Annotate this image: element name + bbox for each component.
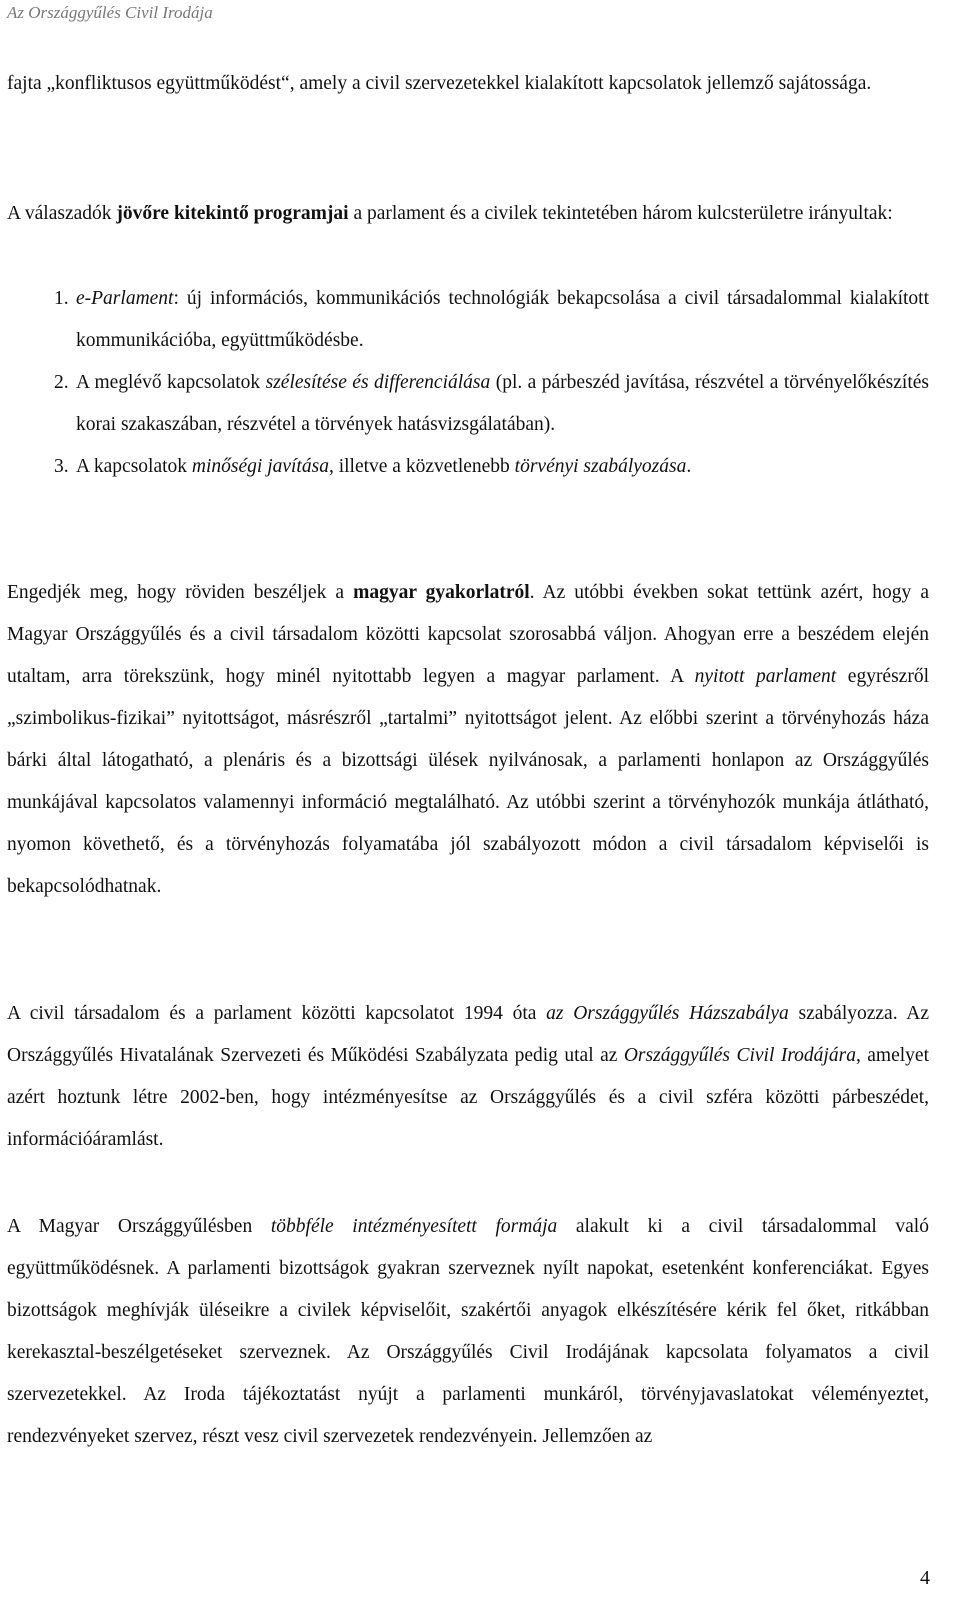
list-number: 3.	[54, 456, 69, 477]
text-span: . Az utóbbi években sokat tettünk azért, hogy a Magyar Országgyűlés és a civil társadalom közötti kapcsolat szorosabbá váljon. Ahogyan erre a beszédem elején utaltam, arra törekszünk, hogy minél nyitottabb legyen a magyar parlament. A	[7, 582, 930, 687]
text-span: Engedjék meg, hogy röviden beszéljek a	[7, 582, 354, 603]
text-span: A meglévő kapcsolatok	[76, 372, 266, 393]
text-span: .	[686, 456, 692, 477]
text-span: alakult ki a civil társadalommal való együttműködésnek. A parlamenti bizottságok gyakran szerveznek nyílt napokat, esetenként konferenciákat. Egyes bizottságok meghívják üléseikre a civilek képviselőit, szakértői anyagok elkészítésére kérik fel őket, ritkábban kerekasztal-beszélgetéseket szerveznek. Az Országgyűlés Civil Irodájának kapcsolata folyamatos a civil szervezetekkel. Az Iroda tájékoztatást nyújt a parlamenti munkáról, törvényjavaslatokat véleményeztet, rendezvényeket szervez, részt vesz civil szervezetek rendezvényein. Jellemzően az	[7, 1216, 929, 1447]
list-item	[7, 278, 929, 362]
list-item	[7, 446, 929, 488]
running-header: Az Országgyűlés Civil Irodája	[7, 3, 213, 22]
italic-phrase: Országgyűlés Civil Irodájára	[623, 1045, 856, 1066]
text-span: A Magyar Országgyűlésben	[7, 1216, 271, 1237]
list-number: 2.	[54, 372, 69, 393]
text-span: egyrészről „szimbolikus-fizikai” nyitottságot, másrészről „tartalmi” nyitottságot jelent. Az előbbi szerint a törvényhozás háza bárki által látogatható, a plenáris és a bizottsági ülések nyilvánosak, a parlamenti honlapon az Országgyűlés munkájával kapcsolatos valamennyi információ megtalálható. Az utóbbi szerint a törvényhozók munkája átlátható, nyomon követhető, és a törvényhozás folyamatába jól szabályozott módon a civil társadalom képviselői is bekapcsolódhatnak.	[7, 666, 929, 897]
italic-phrase: az Országgyűlés Házszabálya	[546, 1003, 789, 1024]
italic-phrase: törvényi szabályozása	[514, 456, 687, 477]
italic-phrase: szélesítése és differenciálása	[265, 372, 491, 393]
text-span: (pl. a párbeszéd javítása, részvétel a törvényelőkészítés korai szakaszában, részvétel a törvények hatásvizsgálatában).	[76, 372, 929, 435]
paragraph-future-programs	[7, 193, 929, 235]
paragraph-regulation	[7, 993, 929, 1161]
paragraph-continuation: fajta „konfliktusos együttműködést“, amely a civil szervezetekkel kialakított kapcsolatok jellemző sajátossága.	[7, 73, 872, 94]
text-span: szabályozza. Az Országgyűlés Hivatalának Szervezeti és Működési Szabályzata pedig utal az	[7, 1003, 929, 1066]
text-span: A kapcsolatok	[76, 456, 192, 477]
page-number: 4	[920, 1567, 930, 1589]
text-span: A válaszadók	[7, 203, 117, 224]
paragraph-hungarian-practice	[7, 572, 929, 908]
list-item	[7, 362, 929, 446]
bold-phrase: jövőre kitekintő programjai	[116, 203, 349, 224]
italic-phrase: minőségi javítása	[191, 456, 329, 477]
text-span: : új információs, kommunikációs technológiák bekapcsolása a civil társadalommal kialakított kommunikációba, együttműködésbe.	[76, 288, 929, 351]
italic-phrase: e-Parlament	[76, 288, 174, 309]
italic-phrase: nyitott parlament	[694, 666, 837, 687]
paragraph-institutional-forms	[7, 1206, 929, 1458]
italic-phrase: többféle intézményesített formája	[270, 1216, 558, 1237]
key-areas-list	[7, 278, 929, 488]
text-span: a parlament és a civilek tekintetében három kulcsterületre irányultak:	[348, 203, 893, 224]
text-span: , illetve a közvetlenebb	[328, 456, 515, 477]
text-span: , amelyet azért hoztunk létre 2002-ben, hogy intézményesítse az Országgyűlés és a civil szféra közötti párbeszédet, információáramlást.	[7, 1045, 929, 1150]
bold-phrase: magyar gyakorlatról	[353, 582, 530, 603]
text-span: A civil társadalom és a parlament közötti kapcsolatot 1994 óta	[7, 1003, 547, 1024]
list-number: 1.	[54, 288, 69, 309]
